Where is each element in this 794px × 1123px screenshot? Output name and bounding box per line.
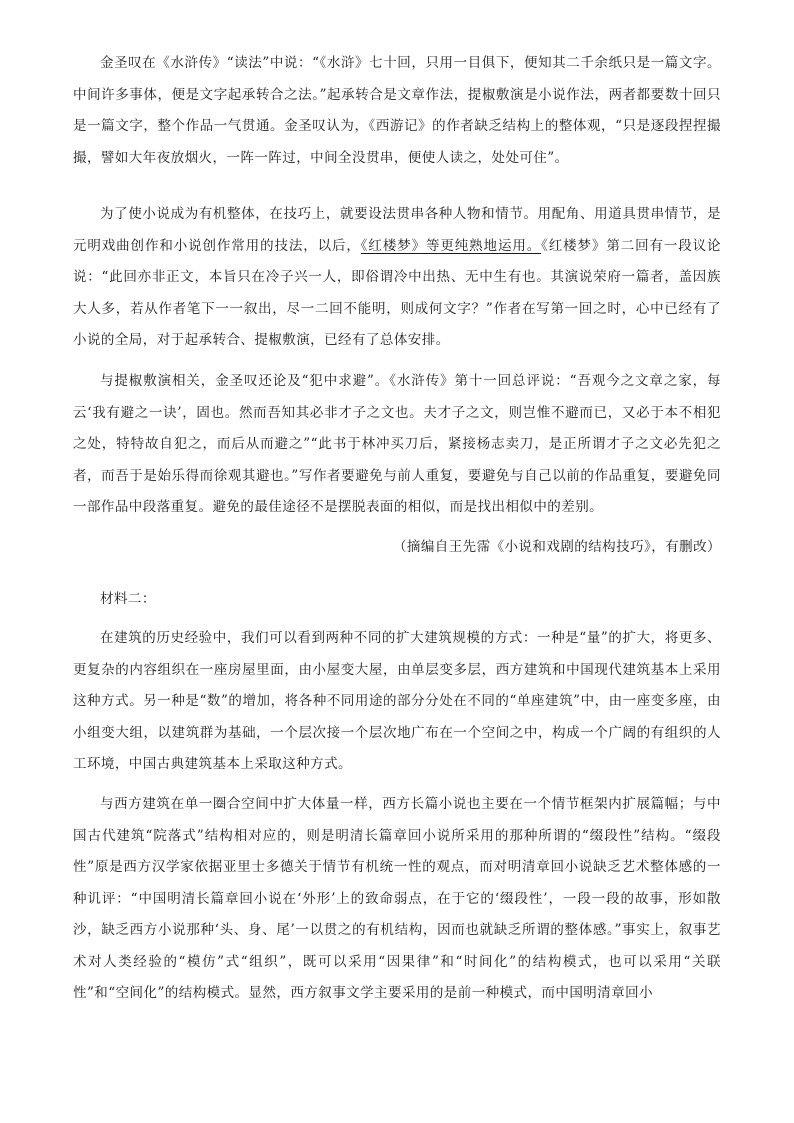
section-heading-material-2: 材料二： xyxy=(100,591,156,607)
underlined-sentence: 《红楼梦》等更纯熟地运用。 xyxy=(360,237,542,254)
paragraph-3: 与提椒敷演相关，金圣叹还论及“犯中求避”。《水浒传》第十一回总评说：“吾观今之文章之家，每云‘我有避之一诀’，固也。然而吾知其必非才子之文也。夫才子之文，则岂惟不避而已，又必于本不相犯之处，特特故自犯之，而后从而避之”“此书于林冲买刀后，紧接杨志卖刀，是正所谓才子之文必先犯之者，而吾于是始乐得而徐观其避也。”写作者要避免与前人重复，要避免与自己以前的作品重复，要避免同一部作品中段落重复。避免的最佳途径不是摆脱表面的相似，而是找出相似中的差别。 xyxy=(73,373,721,515)
paragraph-1: 金圣叹在《水浒传》“读法”中说：“《水浒》七十回，只用一目俱下，便知其二千余纸只是一篇文字。中间许多事体，便是文字起承转合之法。”起承转合是文章作法，提椒敷演是小说作法，两者都要数十回只是一篇文字，整个作品一气贯通。金圣叹认为，《西游记》的作者缺乏结构上的整体观，“只是逐段捏捏撮撮，譬如大年夜放烟火，一阵一阵过，中间全没贯串，便使人读之，处处可住”。 xyxy=(73,55,721,166)
paragraph-5: 与西方建筑在单一圈合空间中扩大体量一样，西方长篇小说也主要在一个情节框架内扩展篇幅；与中国古代建筑“院落式”结构相对应的，则是明清长篇章回小说所采用的那种所谓的“缀段性”结构。“缀段性”原是西方汉学家依据亚里士多德关于情节有机统一性的观点，而对明清章回小说缺乏艺术整体感的一种讥评：“中国明清长篇章回小说在‘外形’上的致命弱点，在于它的‘缀段性’，一段一段的故事，形如散沙，缺乏西方小说那种‘头、身、尾’一以贯之的有机结构，因而也就缺乏所谓的整体感。”事实上，叙事艺术对人类经验的“模仿”式“组织”，既可以采用“因果律”和“时间化”的结构模式，也可以采用“关联性”和“空间化”的结构模式。显然，西方叙事文学主要采用的是前一种模式，而中国明清章回小 xyxy=(73,796,721,1001)
paragraph-4: 在建筑的历史经验中，我们可以看到两种不同的扩大建筑规模的方式：一种是“量”的扩大，将更多、更复杂的内容组织在一座房屋里面，由小屋变大屋，由单层变多层，西方建筑和中国现代建筑基本上采用这种方式。另一种是“数”的增加，将各种不同用途的部分分处在不同的“单座建筑”中，由一座变多座，由小组变大组，以建筑群为基础，一个层次接一个层次地广布在一个空间之中，构成一个广阔的有组织的人工环境，中国古典建筑基本上采取这种方式。 xyxy=(73,630,721,772)
paragraph-2-text-a: 为了使小说成为有机整体，在技巧上，就要设法贯串各种人物和情节。用配角、用道具贯串情节，是元明戏曲创作和小说创作常用的技法，以后， xyxy=(73,206,721,254)
paragraph-2 xyxy=(73,199,721,357)
paragraph-2-text-b: 《红楼梦》第二回有一段议论说：“此回亦非正文，本旨只在冷子兴一人，即俗谓冷中出热、无中生有也。其演说荣府一篇者，盖因族大人多，若从作者笔下一一叙出，尽一二回不能明，则成何文字？”作者在写第一回之时，心中已经有了小说的全局，对于起承转合、提椒敷演，已经有了总体安排。 xyxy=(73,237,721,348)
source-citation: （摘编自王先霈《小说和戏剧的结构技巧》，有删改） xyxy=(392,539,721,555)
